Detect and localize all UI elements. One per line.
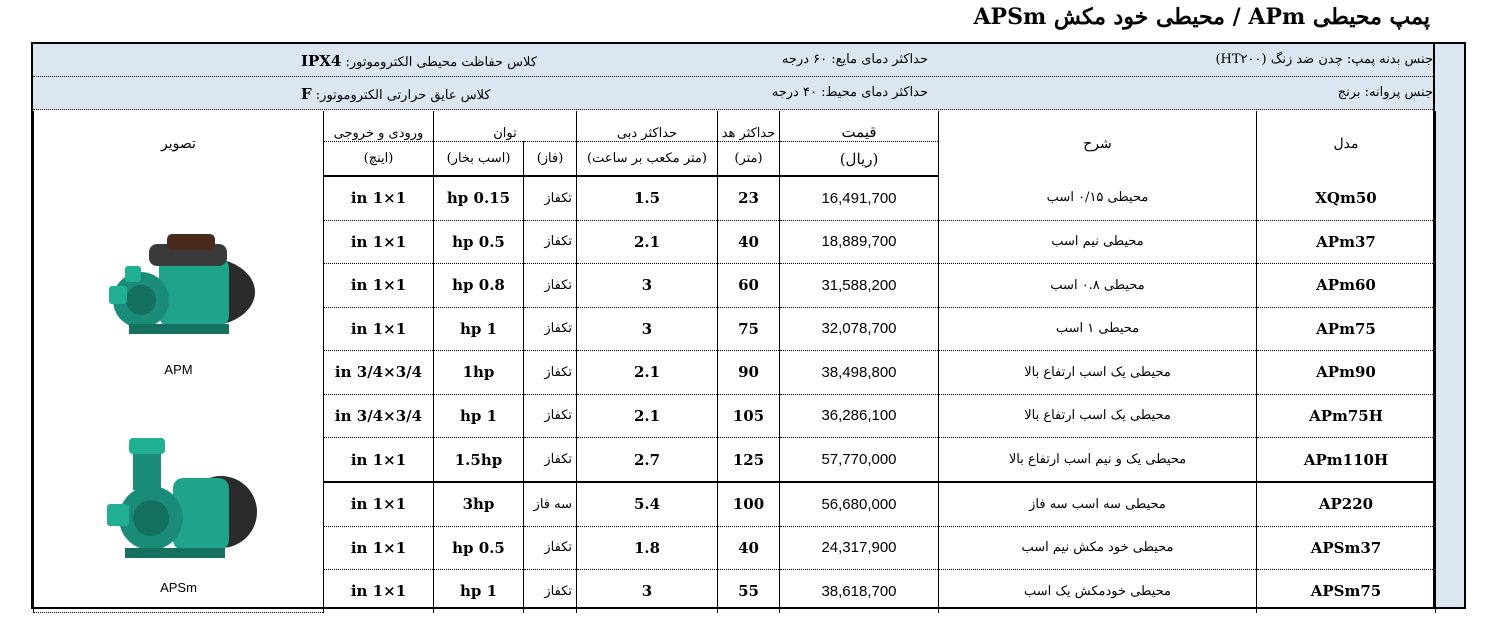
description-cell: محیطی یک اسب ارتفاع بالا xyxy=(939,394,1257,438)
inout-cell: 3/4×3/4 in xyxy=(324,394,434,438)
description-cell: محیطی سه اسب سه فاز xyxy=(939,482,1257,526)
flow-cell: 2.1 xyxy=(577,220,718,264)
header-price: قیمت xyxy=(780,111,939,142)
head-cell: 40 xyxy=(718,526,780,570)
inout-cell: 1×1 in xyxy=(324,264,434,308)
head-cell: 125 xyxy=(718,438,780,482)
phase-cell: تکفاز xyxy=(524,307,577,351)
inout-cell: 3/4×3/4 in xyxy=(324,351,434,395)
description-cell: محیطی یک و نیم اسب ارتفاع بالا xyxy=(939,438,1257,482)
description-cell: محیطی ۰/۱۵ اسب xyxy=(939,176,1257,220)
phase-cell: تکفاز xyxy=(524,438,577,482)
price-cell: 31,588,200 xyxy=(780,264,939,308)
header-row-1 xyxy=(34,111,1436,142)
phase-cell: تکفاز xyxy=(524,394,577,438)
flow-cell: 2.1 xyxy=(577,394,718,438)
table-row xyxy=(34,176,1436,220)
phase-cell: سه فاز xyxy=(524,482,577,526)
insulation-value: F xyxy=(301,85,312,103)
info-row-2 xyxy=(33,77,1433,110)
flow-cell: 2.7 xyxy=(577,438,718,482)
head-cell: 75 xyxy=(718,307,780,351)
inout-cell: 1×1 in xyxy=(324,307,434,351)
unit-hp: (اسب بخار) xyxy=(434,142,524,177)
head-cell: 100 xyxy=(718,482,780,526)
description-cell: محیطی ۰.۸ اسب xyxy=(939,264,1257,308)
pump-table xyxy=(33,111,1436,613)
description-cell: محیطی خود مکش نیم اسب xyxy=(939,526,1257,570)
inout-cell: 1×1 in xyxy=(324,220,434,264)
phase-cell: تکفاز xyxy=(524,176,577,220)
impeller-material: جنس پروانه: برنج xyxy=(1337,85,1433,100)
head-cell: 60 xyxy=(718,264,780,308)
price-table-frame xyxy=(31,42,1466,609)
head-cell: 90 xyxy=(718,351,780,395)
price-cell: 16,491,700 xyxy=(780,176,939,220)
description-cell: محیطی خودمکش یک اسب xyxy=(939,570,1257,613)
model-cell: APSm37 xyxy=(1257,526,1436,570)
power-cell: 1 hp xyxy=(434,394,524,438)
model-cell: XQm50 xyxy=(1257,176,1436,220)
phase-cell: تکفاز xyxy=(524,526,577,570)
unit-inout: (اینچ) xyxy=(324,142,434,177)
description-cell: محیطی ۱ اسب xyxy=(939,307,1257,351)
power-cell: 3hp xyxy=(434,482,524,526)
protection-class: کلاس حفاظت محیطی الکتروموتور: IPX4 xyxy=(301,52,537,70)
unit-price: (ریال) xyxy=(780,142,939,177)
price-cell: 36,286,100 xyxy=(780,394,939,438)
model-cell: APm75H xyxy=(1257,394,1436,438)
info-row-1 xyxy=(33,44,1433,77)
inout-cell: 1×1 in xyxy=(324,570,434,613)
price-cell: 56,680,000 xyxy=(780,482,939,526)
header-head: حداکثر هد xyxy=(718,111,780,142)
unit-phase: (فاز) xyxy=(524,142,577,177)
price-cell: 18,889,700 xyxy=(780,220,939,264)
price-cell: 57,770,000 xyxy=(780,438,939,482)
flow-cell: 5.4 xyxy=(577,482,718,526)
flow-cell: 3 xyxy=(577,264,718,308)
model-cell: APm90 xyxy=(1257,351,1436,395)
page-title: پمپ محیطی APm / محیطی خود مکش APSm xyxy=(973,4,1430,30)
flow-cell: 3 xyxy=(577,570,718,613)
model-cell: APm60 xyxy=(1257,264,1436,308)
price-cell: 38,498,800 xyxy=(780,351,939,395)
flow-cell: 1.5 xyxy=(577,176,718,220)
power-cell: 1 hp xyxy=(434,307,524,351)
price-cell: 32,078,700 xyxy=(780,307,939,351)
apm-pump-image xyxy=(89,222,269,342)
header-description: شرح xyxy=(939,111,1257,176)
flow-cell: 1.8 xyxy=(577,526,718,570)
description-cell: محیطی نیم اسب xyxy=(939,220,1257,264)
inout-cell: 1×1 in xyxy=(324,176,434,220)
flow-cell: 2.1 xyxy=(577,351,718,395)
apm-caption: APM xyxy=(164,362,193,377)
image-cell xyxy=(34,176,324,613)
phase-cell: تکفاز xyxy=(524,220,577,264)
model-cell: APm37 xyxy=(1257,220,1436,264)
side-stripe xyxy=(1433,44,1464,607)
power-cell: 0.15 hp xyxy=(434,176,524,220)
insulation-class: کلاس عایق حرارتی الکتروموتور: F xyxy=(301,85,491,103)
price-cell: 38,618,700 xyxy=(780,570,939,613)
description-cell: محیطی یک اسب ارتفاع بالا xyxy=(939,351,1257,395)
power-cell: 0.8 hp xyxy=(434,264,524,308)
header-flow: حداکثر دبی xyxy=(577,111,718,142)
header-image: تصویر xyxy=(34,111,324,176)
model-cell: APm110H xyxy=(1257,438,1436,482)
power-cell: 1 hp xyxy=(434,570,524,613)
head-cell: 23 xyxy=(718,176,780,220)
header-model: مدل xyxy=(1257,111,1436,176)
inout-cell: 1×1 in xyxy=(324,482,434,526)
inout-cell: 1×1 in xyxy=(324,526,434,570)
model-cell: AP220 xyxy=(1257,482,1436,526)
flow-cell: 3 xyxy=(577,307,718,351)
power-cell: 0.5 hp xyxy=(434,220,524,264)
power-cell: 1hp xyxy=(434,351,524,395)
power-cell: 1.5hp xyxy=(434,438,524,482)
head-cell: 40 xyxy=(718,220,780,264)
unit-flow: (متر مکعب بر ساعت) xyxy=(577,142,718,177)
max-ambient-temp: حداکثر دمای محیط: ۴۰ درجه xyxy=(771,85,928,100)
model-cell: APSm75 xyxy=(1257,570,1436,613)
model-cell: APm75 xyxy=(1257,307,1436,351)
phase-cell: تکفاز xyxy=(524,570,577,613)
header-inout: ورودی و خروجی xyxy=(324,111,434,142)
phase-cell: تکفاز xyxy=(524,351,577,395)
price-cell: 24,317,900 xyxy=(780,526,939,570)
head-cell: 55 xyxy=(718,570,780,613)
inout-cell: 1×1 in xyxy=(324,438,434,482)
apsm-caption: APSm xyxy=(160,580,197,595)
apsm-pump-image xyxy=(89,430,269,568)
head-cell: 105 xyxy=(718,394,780,438)
protection-value: IPX4 xyxy=(301,52,342,70)
header-power: توان xyxy=(434,111,577,142)
body-material: جنس بدنه پمپ: چدن ضد زنگ (HT۲۰۰) xyxy=(1215,52,1433,67)
power-cell: 0.5 hp xyxy=(434,526,524,570)
max-fluid-temp: حداکثر دمای مایع: ۶۰ درجه xyxy=(781,52,928,67)
phase-cell: تکفاز xyxy=(524,264,577,308)
unit-head: (متر) xyxy=(718,142,780,177)
